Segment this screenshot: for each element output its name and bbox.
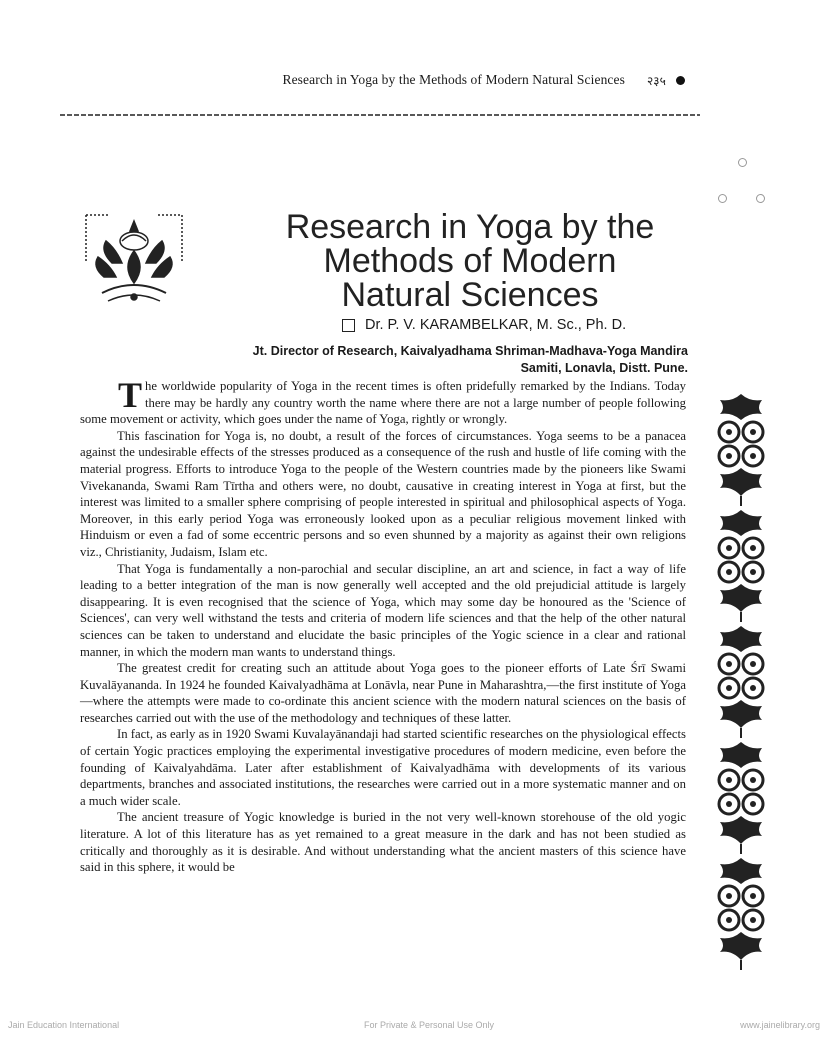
square-outline-icon bbox=[342, 319, 355, 332]
page-number: २३५ bbox=[646, 73, 666, 88]
page-footer bbox=[8, 1020, 820, 1034]
paragraph: In fact, as early as in 1920 Swami Kuvalayānandaji had started scientific researches on the physiological effects of certain Yogic practices employing the experimental investigative procedures of modern medicine, even before the founding of Kaivalyahdāma. Later after establishment of Kaivalyadhāma with developments of its various departments, branches and associated institutions, the researches were carried out in a more systematic manner and on a much wider scale. bbox=[80, 727, 686, 808]
running-title: Research in Yoga by the Methods of Modern Natural Sciences bbox=[282, 72, 625, 87]
affiliation-line: Jt. Director of Research, Kaivalyadhama Shriman-Madhava-Yoga Mandira bbox=[252, 344, 688, 358]
paragraph: The ancient treasure of Yogic knowledge is buried in the not very well-known storehouse of the old yogic literature. A lot of this literature has as yet remained to a great measure in the dark and has not been studied as critically and thoroughly as it is desirable. And without understanding what the ancient masters of this science have said in this sphere, it would be bbox=[80, 810, 686, 875]
footer-center: For Private & Personal Use Only bbox=[364, 1020, 495, 1030]
footer-left: Jain Education International bbox=[8, 1020, 120, 1030]
paragraph-text: he worldwide popularity of Yoga in the recent times is often pridefully remarked by the Indians. Today there may be hardly any country worth the name where there are not a large number of people following some movement or activity, which goes under the name of Yoga, rightly or wrongly. bbox=[80, 379, 686, 427]
lotus-ornament-logo bbox=[82, 211, 186, 307]
article-title bbox=[250, 210, 690, 312]
paragraph: This fascination for Yoga is, no doubt, a result of the forces of circumstances. Yoga seems to be a panacea against the undesirable effects of the stresses produced as a consequence of the rush and hustle of life coming with the material progress. Efforts to introduce Yoga to the people of the Western countries made by the pioneers like Swami Vivekananda, Swami Ram Tīrtha and others were, no doubt, causative in creating interest in Yoga at first, but the interest was limited to a smaller sphere comprising of people interested in spiritual and philosophical aspects of Yoga. Moreover, in this early period Yoga was erroneously looked upon as a peculiar religious movement linked with Hinduism or even a fad of some eccentric persons and so even shunned by a majority as against their own religions viz., Christianity, Judaism, Islam etc. bbox=[80, 428, 686, 559]
author-affiliation bbox=[190, 343, 688, 377]
drop-cap: T bbox=[118, 375, 143, 415]
punch-hole-mark bbox=[738, 158, 747, 167]
decorative-dashed-rule bbox=[60, 112, 700, 118]
footer-right: www.jainelibrary.org bbox=[740, 1020, 820, 1030]
paragraph bbox=[80, 375, 686, 428]
punch-hole-mark bbox=[756, 194, 765, 203]
title-line: Natural Sciences bbox=[341, 276, 599, 314]
paragraph: That Yoga is fundamentally a non-parochial and secular discipline, an art and science, in fact a way of life leading to a better integration of the man is now generally well accepted and the old prejudicial attitude is largely disappearing. It is even recognised that the science of Yoga, which may some day be honoured as the 'Science of Sciences', can very well withstand the tests and criteria of modern life sciences and that the help of the other natural sciences can be taken to understand and elucidate the basic principles of the Yogic science in a clear and rational manner, in which the modern man wants to understand things. bbox=[80, 561, 686, 659]
running-header bbox=[150, 70, 685, 90]
floral-border-ornament bbox=[712, 392, 770, 970]
article-body bbox=[80, 375, 686, 876]
filled-circle-icon bbox=[676, 76, 685, 85]
punch-hole-mark bbox=[718, 194, 727, 203]
author-line bbox=[342, 317, 692, 333]
paragraph: The greatest credit for creating such an attitude about Yoga goes to the pioneer efforts of Late Śrī Swami Kuvalāyananda. In 1924 he founded Kaivalyadhāma at Lonāvla, near Pune in Maharashtra,—the first institute of Yoga—where the attempts were made to co-ordinate this ancient science with the modern natural sciences on the basis of researches carried out with the use of the methodology and techniques of these latter. bbox=[80, 661, 686, 725]
title-line: Research in Yoga by the bbox=[285, 208, 655, 246]
author-name: Dr. P. V. KARAMBELKAR, M. Sc., Ph. D. bbox=[365, 317, 627, 333]
title-line: Methods of Modern bbox=[323, 242, 617, 280]
affiliation-line: Samiti, Lonavla, Distt. Pune. bbox=[520, 361, 688, 375]
